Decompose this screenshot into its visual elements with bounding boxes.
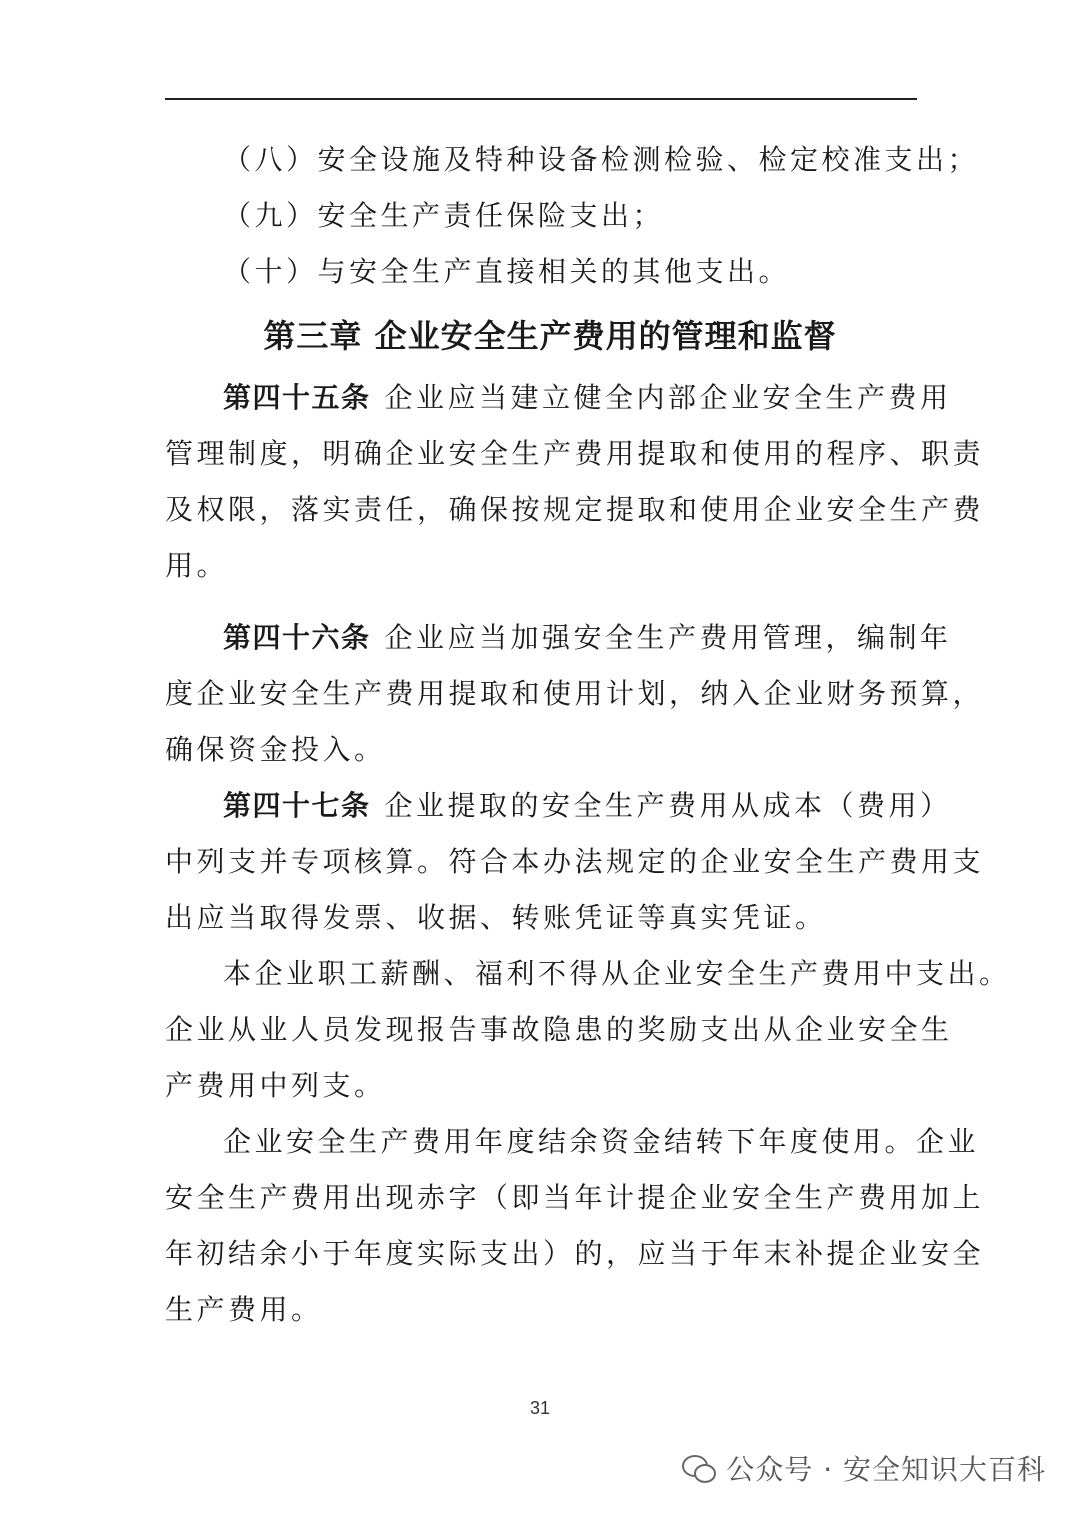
header-rule bbox=[165, 98, 917, 100]
chapter-title: 第三章 企业安全生产费用的管理和监督 bbox=[263, 317, 837, 355]
paragraph-salary bbox=[165, 946, 1011, 1114]
article-47 bbox=[165, 778, 985, 946]
paragraph-text: 本企业职工薪酬、福利不得从企业安全生产费用中支出。 bbox=[223, 957, 1011, 990]
watermark-text: 公众号 · 安全知识大百科 bbox=[726, 1453, 1046, 1486]
article-text: 度企业安全生产费用提取和使用计划，纳入企业财务预算， bbox=[165, 677, 985, 710]
article-label: 第四十六条 bbox=[223, 621, 371, 654]
article-text: 中列支并专项核算。符合本办法规定的企业安全生产费用支 bbox=[165, 845, 985, 878]
article-label: 第四十五条 bbox=[223, 381, 371, 414]
paragraph-text: 企业从业人员发现报告事故隐患的奖励支出从企业安全生 bbox=[165, 1013, 953, 1046]
article-46 bbox=[165, 610, 985, 778]
article-45 bbox=[165, 370, 985, 594]
paragraph-text: 企业安全生产费用年度结余资金结转下年度使用。企业 bbox=[223, 1125, 980, 1158]
article-text: 及权限，落实责任，确保按规定提取和使用企业安全生产费 bbox=[165, 493, 985, 526]
article-text: 确保资金投入。 bbox=[165, 733, 386, 766]
list-item-9: （九）安全生产责任保险支出； bbox=[223, 199, 665, 232]
article-text: 企业应当建立健全内部企业安全生产费用 bbox=[384, 381, 952, 414]
paragraph-text: 年初结余小于年度实际支出）的，应当于年末补提企业安全 bbox=[165, 1237, 985, 1270]
paragraph-text: 生产费用。 bbox=[165, 1293, 323, 1326]
article-text: 企业提取的安全生产费用从成本（费用） bbox=[384, 789, 952, 822]
article-text: 用。 bbox=[165, 549, 229, 582]
article-text: 出应当取得发票、收据、转账凭证等真实凭证。 bbox=[165, 901, 827, 934]
article-label: 第四十七条 bbox=[223, 789, 371, 822]
list-item-10: （十）与安全生产直接相关的其他支出。 bbox=[223, 255, 791, 288]
wechat-icon bbox=[682, 1453, 716, 1483]
article-text: 管理制度，明确企业安全生产费用提取和使用的程序、职责 bbox=[165, 437, 985, 470]
paragraph-text: 安全生产费用出现赤字（即当年计提企业安全生产费用加上 bbox=[165, 1181, 985, 1214]
paragraph-text: 产费用中列支。 bbox=[165, 1069, 386, 1102]
list-item-8: （八）安全设施及特种设备检测检验、检定校准支出； bbox=[223, 143, 980, 176]
page-number: 31 bbox=[529, 1398, 551, 1418]
document-body bbox=[165, 132, 1011, 1338]
watermark bbox=[682, 1448, 1046, 1488]
paragraph-balance bbox=[165, 1114, 985, 1338]
article-text: 企业应当加强安全生产费用管理，编制年 bbox=[384, 621, 952, 654]
